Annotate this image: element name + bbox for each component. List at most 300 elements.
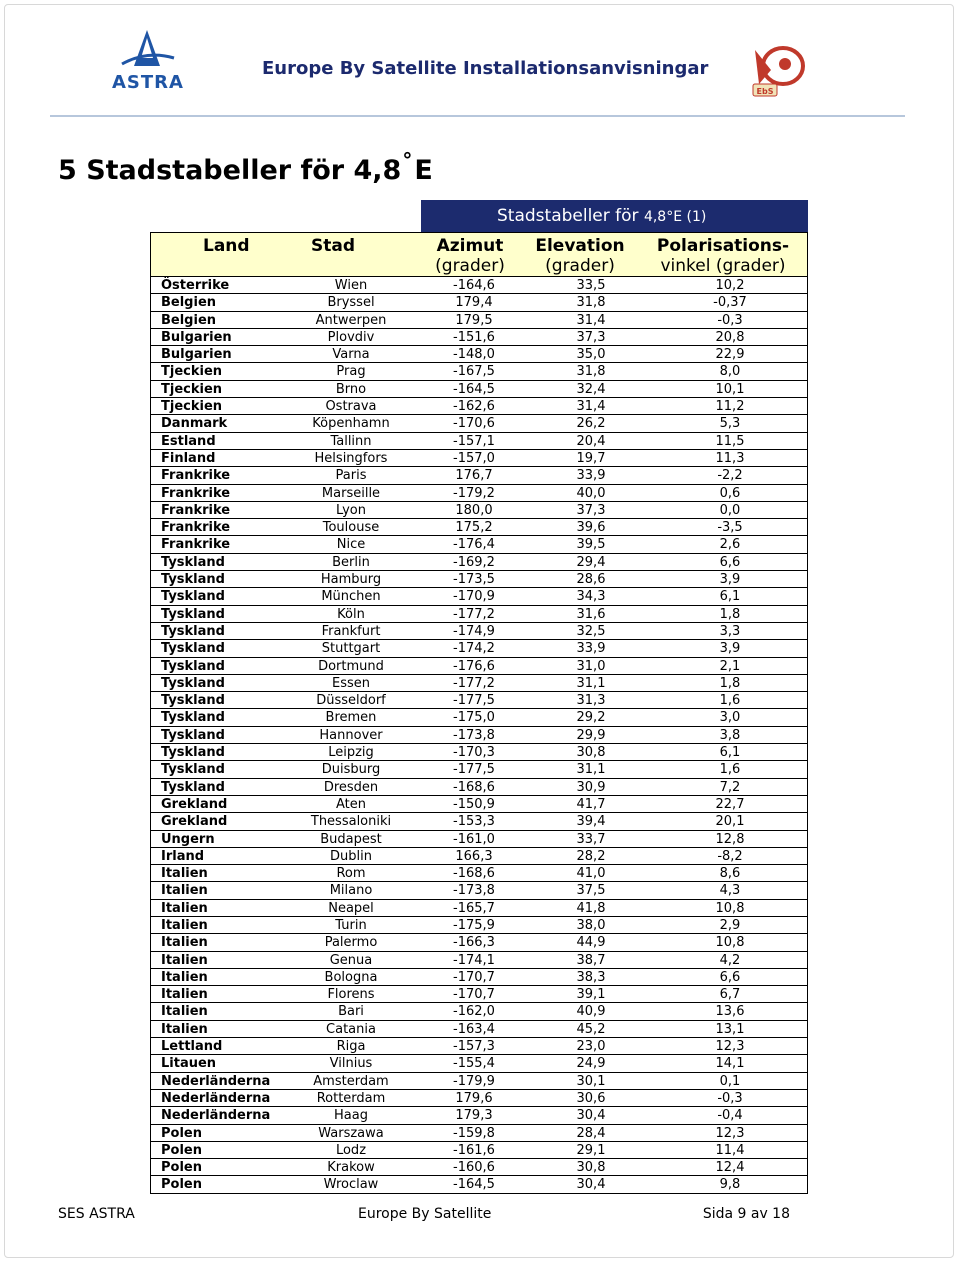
table-row <box>151 830 807 847</box>
cell-elevation: 30,1 <box>576 1073 606 1089</box>
cell-elevation: 39,1 <box>576 987 606 1003</box>
cell-stad: Toulouse <box>322 520 380 536</box>
cell-azimut: -174,1 <box>453 952 495 968</box>
cell-land: Tjeckien <box>161 399 223 415</box>
cell-azimut: -164,5 <box>453 1177 495 1193</box>
cell-polarisation: -0,4 <box>717 1108 743 1124</box>
table-row <box>151 1175 807 1192</box>
cell-stad: Catania <box>326 1021 376 1037</box>
cell-polarisation: 5,3 <box>719 416 741 432</box>
cell-land: Polen <box>161 1142 202 1158</box>
cell-elevation: 30,9 <box>576 779 606 795</box>
pol-label: Polarisations- <box>656 236 790 256</box>
table-row <box>151 899 807 916</box>
cell-polarisation: 6,6 <box>719 969 741 985</box>
cell-land: Belgien <box>161 312 217 328</box>
cell-elevation: 30,8 <box>576 745 606 761</box>
cell-azimut: -170,7 <box>453 969 495 985</box>
cell-azimut: -177,2 <box>453 675 495 691</box>
table-header <box>150 232 808 276</box>
cell-elevation: 29,2 <box>576 710 606 726</box>
cell-land: Frankrike <box>161 502 231 518</box>
cell-elevation: 39,5 <box>576 537 606 553</box>
table-row <box>151 881 807 898</box>
cell-polarisation: 3,9 <box>719 572 741 588</box>
table-row <box>151 311 807 328</box>
cell-elevation: 33,7 <box>576 831 606 847</box>
cell-azimut: -169,2 <box>453 554 495 570</box>
cell-stad: Palermo <box>324 935 378 951</box>
table-row <box>151 726 807 743</box>
azimut-label: Azimut <box>436 236 504 256</box>
cell-azimut: -148,0 <box>453 347 495 363</box>
cell-azimut: -161,6 <box>453 1142 495 1158</box>
cell-polarisation: -0,3 <box>717 1090 743 1106</box>
cell-azimut: 179,3 <box>455 1108 493 1124</box>
elevation-label: Elevation <box>535 236 625 256</box>
cell-stad: Antwerpen <box>315 312 387 328</box>
cell-polarisation: -0,3 <box>717 312 743 328</box>
ebs-logo-text: EbS <box>756 87 774 96</box>
table-row <box>151 1141 807 1158</box>
cell-stad: Warszawa <box>318 1125 384 1141</box>
cell-elevation: 31,8 <box>576 364 606 380</box>
cell-azimut: -168,6 <box>453 779 495 795</box>
cell-stad: München <box>321 589 381 605</box>
cell-polarisation: 10,8 <box>715 935 745 951</box>
cell-polarisation: 12,3 <box>715 1039 745 1055</box>
cell-land: Italien <box>161 987 208 1003</box>
cell-land: Tyskland <box>161 745 225 761</box>
cell-polarisation: 11,4 <box>715 1142 745 1158</box>
cell-land: Tyskland <box>161 589 225 605</box>
cell-stad: Bryssel <box>327 295 375 311</box>
table-row <box>151 1002 807 1019</box>
cell-azimut: -177,5 <box>453 762 495 778</box>
table-row <box>151 812 807 829</box>
table-row <box>151 657 807 674</box>
cell-land: Tyskland <box>161 727 225 743</box>
cell-stad: Hamburg <box>320 572 382 588</box>
col-header-land: Land <box>203 236 250 256</box>
cell-polarisation: -8,2 <box>717 848 743 864</box>
table-row <box>151 674 807 691</box>
cell-polarisation: 20,1 <box>715 814 745 830</box>
table-row <box>151 432 807 449</box>
cell-elevation: 40,0 <box>576 485 606 501</box>
table-row <box>151 1037 807 1054</box>
cell-land: Bulgarien <box>161 347 232 363</box>
cell-azimut: 179,5 <box>455 312 493 328</box>
cell-polarisation: 2,6 <box>719 537 741 553</box>
cell-polarisation: 3,0 <box>719 710 741 726</box>
section-heading: Stadstabeller för 4,8 <box>86 155 402 186</box>
cell-azimut: -167,5 <box>453 364 495 380</box>
cell-stad: Florens <box>327 987 375 1003</box>
cell-stad: Tallinn <box>330 433 372 449</box>
cell-land: Italien <box>161 935 208 951</box>
cell-land: Tyskland <box>161 641 225 657</box>
section-number: 5 <box>58 155 77 186</box>
cell-azimut: -159,8 <box>453 1125 495 1141</box>
cell-elevation: 33,5 <box>576 278 606 293</box>
cell-land: Tyskland <box>161 710 225 726</box>
cell-land: Nederländerna <box>161 1090 271 1106</box>
cell-polarisation: 3,3 <box>719 623 741 639</box>
cell-azimut: 166,3 <box>455 848 493 864</box>
cell-polarisation: 8,6 <box>719 866 741 882</box>
cell-polarisation: -3,5 <box>717 520 743 536</box>
cell-polarisation: 1,8 <box>719 675 741 691</box>
cell-stad: Dortmund <box>318 658 384 674</box>
cell-land: Lettland <box>161 1039 223 1055</box>
cell-elevation: 30,4 <box>576 1108 606 1124</box>
table-row <box>151 328 807 345</box>
cell-azimut: -165,7 <box>453 900 495 916</box>
cell-stad: Leipzig <box>328 745 374 761</box>
table-row <box>151 1020 807 1037</box>
cell-azimut: 176,7 <box>455 468 493 484</box>
cell-land: Ungern <box>161 831 215 847</box>
cell-elevation: 44,9 <box>576 935 606 951</box>
table-row <box>151 778 807 795</box>
cell-stad: Wroclaw <box>323 1177 379 1193</box>
cell-land: Polen <box>161 1160 202 1176</box>
cell-azimut: -166,3 <box>453 935 495 951</box>
table-row <box>151 587 807 604</box>
cell-stad: Dublin <box>330 848 372 864</box>
table-row <box>151 795 807 812</box>
cell-elevation: 24,9 <box>576 1056 606 1072</box>
cell-elevation: 29,1 <box>576 1142 606 1158</box>
cell-land: Tjeckien <box>161 364 223 380</box>
cell-elevation: 31,1 <box>576 675 606 691</box>
cell-elevation: 29,4 <box>576 554 606 570</box>
cell-stad: Plovdiv <box>327 329 375 345</box>
cell-elevation: 37,3 <box>576 502 606 518</box>
azimut-unit: (grader) <box>435 256 505 276</box>
cell-stad: Genua <box>329 952 373 968</box>
cell-elevation: 38,7 <box>576 952 606 968</box>
cell-land: Tyskland <box>161 779 225 795</box>
header-title: Europe By Satellite Installationsanvisningar <box>262 58 709 79</box>
col-header-azimut <box>435 236 505 276</box>
cell-azimut: -157,0 <box>453 450 495 466</box>
cell-stad: Bremen <box>325 710 377 726</box>
cell-azimut: -175,9 <box>453 917 495 933</box>
cell-elevation: 37,3 <box>576 329 606 345</box>
cell-azimut: -173,5 <box>453 572 495 588</box>
col-header-stad: Stad <box>311 236 356 256</box>
cell-land: Estland <box>161 433 216 449</box>
cell-elevation: 33,9 <box>576 468 606 484</box>
table-row <box>151 933 807 950</box>
cell-elevation: 39,6 <box>576 520 606 536</box>
cell-elevation: 31,6 <box>576 606 606 622</box>
cell-polarisation: 22,9 <box>715 347 745 363</box>
cell-land: Belgien <box>161 295 217 311</box>
table-row <box>151 484 807 501</box>
cell-stad: Lyon <box>336 502 366 518</box>
cell-azimut: 175,2 <box>455 520 493 536</box>
cell-stad: Amsterdam <box>313 1073 389 1089</box>
cell-stad: Neapel <box>328 900 374 916</box>
cell-azimut: -177,2 <box>453 606 495 622</box>
footer-page-number: Sida 9 av 18 <box>702 1206 790 1222</box>
cell-stad: Frankfurt <box>321 623 381 639</box>
cell-stad: Wien <box>334 278 368 293</box>
cell-elevation: 41,0 <box>576 866 606 882</box>
astra-logo <box>112 28 182 98</box>
astra-brand-text: ASTRA <box>112 72 184 93</box>
cell-land: Tyskland <box>161 762 225 778</box>
banner-main: Stadstabeller för <box>497 206 644 226</box>
cell-elevation: 23,0 <box>576 1039 606 1055</box>
table-row <box>151 362 807 379</box>
table-row <box>151 708 807 725</box>
cell-azimut: -176,4 <box>453 537 495 553</box>
ebs-logo <box>747 40 809 100</box>
cell-elevation: 34,3 <box>576 589 606 605</box>
cell-polarisation: 0,6 <box>719 485 741 501</box>
cell-land: Tyskland <box>161 554 225 570</box>
cell-azimut: -153,3 <box>453 814 495 830</box>
cell-stad: Hannover <box>319 727 383 743</box>
cell-land: Frankrike <box>161 485 231 501</box>
cell-azimut: -163,4 <box>453 1021 495 1037</box>
table-row <box>151 1089 807 1106</box>
footer-left: SES ASTRA <box>58 1206 135 1222</box>
cell-azimut: -162,6 <box>453 399 495 415</box>
banner-small: 4,8°E (1) <box>643 209 707 225</box>
cell-land: Nederländerna <box>161 1108 271 1124</box>
table-row <box>151 397 807 414</box>
city-table <box>150 276 808 1194</box>
cell-polarisation: 13,6 <box>715 1004 745 1020</box>
cell-land: Danmark <box>161 416 228 432</box>
cell-azimut: -177,5 <box>453 693 495 709</box>
table-row <box>151 951 807 968</box>
table-row <box>151 691 807 708</box>
table-row <box>151 518 807 535</box>
table-row <box>151 276 807 293</box>
cell-stad: Haag <box>334 1108 368 1124</box>
cell-elevation: 31,8 <box>576 295 606 311</box>
cell-azimut: 179,6 <box>455 1090 493 1106</box>
table-row <box>151 916 807 933</box>
table-row <box>151 1124 807 1141</box>
cell-elevation: 38,0 <box>576 917 606 933</box>
cell-azimut: -173,8 <box>453 883 495 899</box>
cell-stad: Rom <box>336 866 366 882</box>
cell-stad: Prag <box>336 364 366 380</box>
cell-elevation: 45,2 <box>576 1021 606 1037</box>
table-row <box>151 380 807 397</box>
cell-elevation: 35,0 <box>576 347 606 363</box>
cell-stad: Dresden <box>323 779 379 795</box>
cell-polarisation: 6,1 <box>719 589 741 605</box>
cell-elevation: 28,2 <box>576 848 606 864</box>
cell-land: Italien <box>161 969 208 985</box>
cell-elevation: 41,7 <box>576 796 606 812</box>
cell-stad: Düsseldorf <box>316 693 386 709</box>
cell-elevation: 32,4 <box>576 381 606 397</box>
cell-land: Irland <box>161 848 205 864</box>
cell-land: Frankrike <box>161 468 231 484</box>
degree-symbol: ° <box>402 148 413 172</box>
section-title <box>58 148 433 186</box>
cell-stad: Krakow <box>327 1160 375 1176</box>
cell-stad: Budapest <box>320 831 382 847</box>
header-rule <box>50 115 905 117</box>
cell-land: Frankrike <box>161 537 231 553</box>
cell-land: Tyskland <box>161 675 225 691</box>
cell-land: Grekland <box>161 796 228 812</box>
table-row <box>151 1106 807 1123</box>
cell-polarisation: 12,4 <box>715 1160 745 1176</box>
cell-azimut: -179,9 <box>453 1073 495 1089</box>
elevation-unit: (grader) <box>545 256 615 276</box>
cell-polarisation: 2,1 <box>719 658 741 674</box>
cell-azimut: -175,0 <box>453 710 495 726</box>
cell-elevation: 31,0 <box>576 658 606 674</box>
cell-land: Litauen <box>161 1056 217 1072</box>
cell-elevation: 29,9 <box>576 727 606 743</box>
table-row <box>151 449 807 466</box>
cell-polarisation: 3,9 <box>719 641 741 657</box>
cell-elevation: 30,8 <box>576 1160 606 1176</box>
cell-elevation: 40,9 <box>576 1004 606 1020</box>
cell-polarisation: 1,8 <box>719 606 741 622</box>
cell-stad: Vilnius <box>329 1056 373 1072</box>
cell-elevation: 31,4 <box>576 399 606 415</box>
cell-azimut: -157,1 <box>453 433 495 449</box>
cell-stad: Essen <box>332 675 370 691</box>
cell-polarisation: 22,7 <box>715 796 745 812</box>
col-header-elevation <box>532 236 628 276</box>
cell-stad: Paris <box>335 468 367 484</box>
cell-elevation: 28,6 <box>576 572 606 588</box>
cell-azimut: -164,6 <box>453 278 495 293</box>
table-row <box>151 847 807 864</box>
cell-azimut: -161,0 <box>453 831 495 847</box>
cell-polarisation: -0,37 <box>713 295 747 311</box>
cell-stad: Milano <box>329 883 373 899</box>
cell-polarisation: 8,0 <box>719 364 741 380</box>
astra-triangle-icon <box>112 28 182 74</box>
cell-azimut: -160,6 <box>453 1160 495 1176</box>
cell-polarisation: 6,1 <box>719 745 741 761</box>
cell-land: Italien <box>161 866 208 882</box>
table-row <box>151 760 807 777</box>
cell-polarisation: 2,9 <box>719 917 741 933</box>
cell-land: Italien <box>161 1021 208 1037</box>
cell-azimut: -170,7 <box>453 987 495 1003</box>
cell-polarisation: -2,2 <box>717 468 743 484</box>
cell-polarisation: 11,5 <box>715 433 745 449</box>
cell-polarisation: 3,8 <box>719 727 741 743</box>
cell-elevation: 39,4 <box>576 814 606 830</box>
cell-stad: Duisburg <box>321 762 381 778</box>
cell-elevation: 28,4 <box>576 1125 606 1141</box>
cell-polarisation: 10,2 <box>715 278 745 293</box>
pol-unit: vinkel (grader) <box>660 256 786 276</box>
cell-elevation: 31,4 <box>576 312 606 328</box>
cell-polarisation: 7,2 <box>719 779 741 795</box>
cell-elevation: 32,5 <box>576 623 606 639</box>
table-row <box>151 743 807 760</box>
cell-azimut: -176,6 <box>453 658 495 674</box>
cell-elevation: 31,1 <box>576 762 606 778</box>
cell-polarisation: 6,7 <box>719 987 741 1003</box>
cell-land: Italien <box>161 952 208 968</box>
cell-elevation: 37,5 <box>576 883 606 899</box>
cell-stad: Stuttgart <box>321 641 381 657</box>
cell-stad: Bari <box>338 1004 364 1020</box>
table-row <box>151 1054 807 1071</box>
cell-polarisation: 12,8 <box>715 831 745 847</box>
cell-land: Polen <box>161 1177 202 1193</box>
table-row <box>151 345 807 362</box>
cell-azimut: -164,5 <box>453 381 495 397</box>
cell-land: Italien <box>161 1004 208 1020</box>
cell-land: Tyskland <box>161 572 225 588</box>
cell-land: Tyskland <box>161 658 225 674</box>
cell-azimut: -170,9 <box>453 589 495 605</box>
cell-polarisation: 10,8 <box>715 900 745 916</box>
footer-middle: Europe By Satellite <box>358 1206 492 1222</box>
cell-elevation: 30,4 <box>576 1177 606 1193</box>
cell-azimut: -179,2 <box>453 485 495 501</box>
cell-polarisation: 1,6 <box>719 762 741 778</box>
cell-polarisation: 4,2 <box>719 952 741 968</box>
cell-azimut: -151,6 <box>453 329 495 345</box>
cell-elevation: 26,2 <box>576 416 606 432</box>
table-banner <box>421 200 808 232</box>
cell-azimut: -170,6 <box>453 416 495 432</box>
cell-azimut: -150,9 <box>453 796 495 812</box>
cell-polarisation: 6,6 <box>719 554 741 570</box>
cell-stad: Köpenhamn <box>312 416 390 432</box>
cell-land: Tyskland <box>161 693 225 709</box>
table-row <box>151 985 807 1002</box>
cell-polarisation: 14,1 <box>715 1056 745 1072</box>
cell-azimut: -174,9 <box>453 623 495 639</box>
ebs-satellite-icon <box>747 40 809 100</box>
cell-land: Österrike <box>161 278 230 293</box>
cell-polarisation: 10,1 <box>715 381 745 397</box>
cell-elevation: 20,4 <box>576 433 606 449</box>
cell-stad: Bologna <box>324 969 378 985</box>
cell-stad: Berlin <box>332 554 370 570</box>
cell-land: Tyskland <box>161 623 225 639</box>
cell-polarisation: 0,1 <box>719 1073 741 1089</box>
table-row <box>151 605 807 622</box>
cell-land: Tjeckien <box>161 381 223 397</box>
cell-stad: Aten <box>336 796 366 812</box>
table-row <box>151 466 807 483</box>
table-row <box>151 414 807 431</box>
cell-polarisation: 0,0 <box>719 502 741 518</box>
cell-land: Bulgarien <box>161 329 232 345</box>
cell-stad: Riga <box>336 1039 366 1055</box>
cell-elevation: 30,6 <box>576 1090 606 1106</box>
cell-polarisation: 13,1 <box>715 1021 745 1037</box>
cell-stad: Ostrava <box>325 399 377 415</box>
cell-azimut: -162,0 <box>453 1004 495 1020</box>
cell-azimut: -157,3 <box>453 1039 495 1055</box>
cell-land: Nederländerna <box>161 1073 271 1089</box>
